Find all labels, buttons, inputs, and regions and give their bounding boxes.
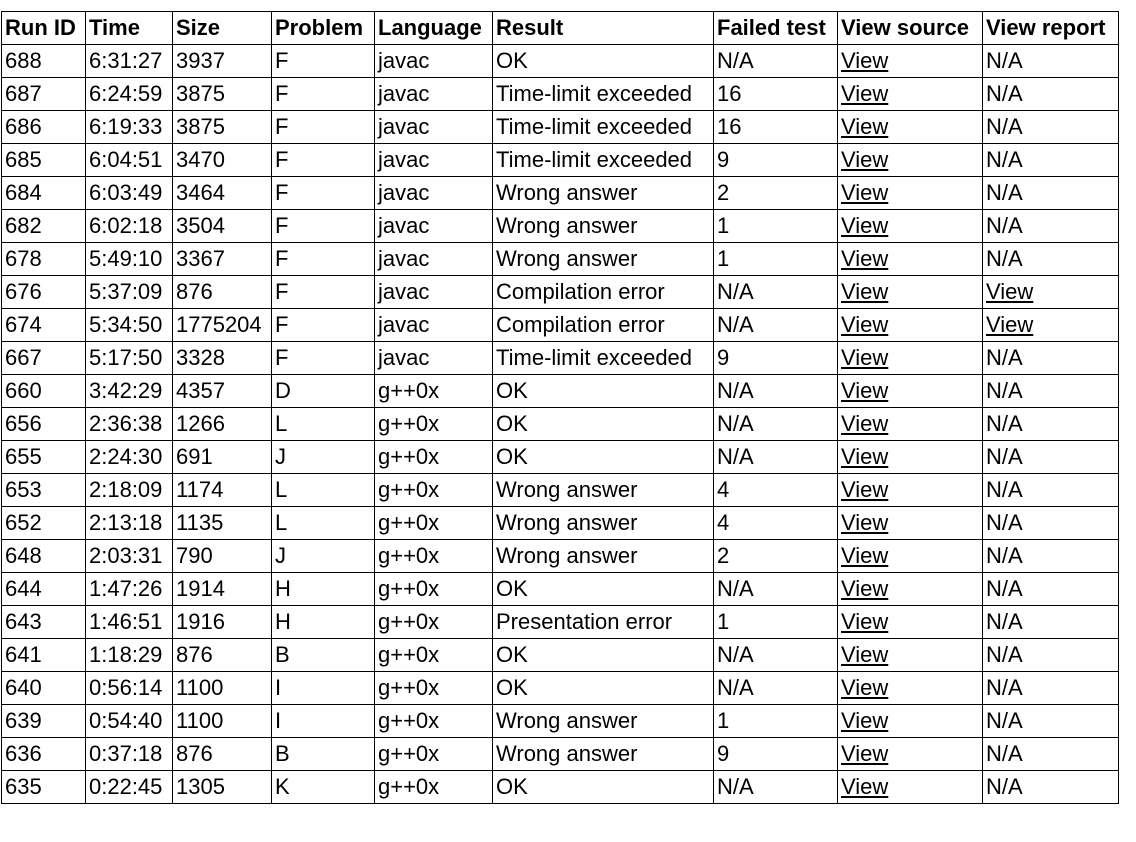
cell-problem: K (272, 771, 375, 804)
table-row (2, 507, 1119, 540)
cell-view-source (838, 243, 983, 276)
table-row (2, 672, 1119, 705)
cell-failed-test: N/A (714, 573, 838, 606)
cell-view-source (838, 507, 983, 540)
cell-run-id: 685 (2, 144, 86, 177)
header-time: Time (86, 12, 173, 45)
view-source-link[interactable]: View (841, 642, 889, 667)
cell-result: OK (493, 771, 714, 804)
cell-problem: H (272, 573, 375, 606)
cell-language: g++0x (375, 573, 493, 606)
cell-time: 5:17:50 (86, 342, 173, 375)
cell-size: 3875 (173, 111, 272, 144)
table-row (2, 606, 1119, 639)
cell-failed-test: N/A (714, 375, 838, 408)
cell-failed-test: N/A (714, 408, 838, 441)
cell-failed-test: 2 (714, 177, 838, 210)
table-row (2, 639, 1119, 672)
cell-run-id: 656 (2, 408, 86, 441)
view-source-link[interactable]: View (841, 48, 889, 73)
table-row (2, 243, 1119, 276)
cell-result: Time-limit exceeded (493, 144, 714, 177)
cell-failed-test: N/A (714, 441, 838, 474)
view-report-link[interactable]: View (986, 279, 1034, 304)
view-report-link[interactable]: View (986, 312, 1034, 337)
cell-view-report: N/A (983, 705, 1119, 738)
cell-result: OK (493, 45, 714, 78)
cell-run-id: 676 (2, 276, 86, 309)
view-source-link[interactable]: View (841, 576, 889, 601)
cell-failed-test: N/A (714, 45, 838, 78)
cell-view-source (838, 111, 983, 144)
cell-run-id: 648 (2, 540, 86, 573)
cell-result: Time-limit exceeded (493, 111, 714, 144)
cell-result: Compilation error (493, 276, 714, 309)
cell-failed-test: 1 (714, 243, 838, 276)
cell-view-source (838, 177, 983, 210)
header-view-source: View source (838, 12, 983, 45)
table-row (2, 78, 1119, 111)
cell-problem: L (272, 474, 375, 507)
cell-time: 2:36:38 (86, 408, 173, 441)
cell-size: 1266 (173, 408, 272, 441)
cell-view-report: N/A (983, 672, 1119, 705)
cell-size: 3470 (173, 144, 272, 177)
cell-result: Wrong answer (493, 540, 714, 573)
cell-view-source (838, 474, 983, 507)
cell-result: Wrong answer (493, 177, 714, 210)
cell-language: javac (375, 177, 493, 210)
view-source-link[interactable]: View (841, 774, 889, 799)
cell-view-report: N/A (983, 243, 1119, 276)
cell-view-report: N/A (983, 144, 1119, 177)
cell-result: Wrong answer (493, 243, 714, 276)
cell-language: g++0x (375, 540, 493, 573)
cell-view-source (838, 441, 983, 474)
cell-size: 3937 (173, 45, 272, 78)
view-source-link[interactable]: View (841, 180, 889, 205)
cell-run-id: 640 (2, 672, 86, 705)
cell-view-report: N/A (983, 573, 1119, 606)
view-source-link[interactable]: View (841, 81, 889, 106)
cell-size: 876 (173, 639, 272, 672)
cell-problem: J (272, 441, 375, 474)
view-source-link[interactable]: View (841, 312, 889, 337)
cell-result: Presentation error (493, 606, 714, 639)
cell-view-report (983, 309, 1119, 342)
table-row (2, 309, 1119, 342)
cell-time: 1:46:51 (86, 606, 173, 639)
cell-time: 3:42:29 (86, 375, 173, 408)
cell-language: javac (375, 144, 493, 177)
cell-view-source (838, 540, 983, 573)
cell-view-report: N/A (983, 408, 1119, 441)
cell-view-source (838, 276, 983, 309)
cell-failed-test: N/A (714, 771, 838, 804)
cell-view-source (838, 606, 983, 639)
cell-run-id: 660 (2, 375, 86, 408)
cell-language: javac (375, 309, 493, 342)
cell-problem: F (272, 45, 375, 78)
cell-language: javac (375, 276, 493, 309)
cell-language: g++0x (375, 705, 493, 738)
view-source-link[interactable]: View (841, 114, 889, 139)
cell-failed-test: 9 (714, 342, 838, 375)
header-failed-test: Failed test (714, 12, 838, 45)
cell-result: OK (493, 408, 714, 441)
cell-failed-test: N/A (714, 639, 838, 672)
cell-language: g++0x (375, 441, 493, 474)
table-row (2, 705, 1119, 738)
cell-language: javac (375, 342, 493, 375)
view-source-link[interactable]: View (841, 543, 889, 568)
view-source-link[interactable]: View (841, 345, 889, 370)
cell-language: g++0x (375, 771, 493, 804)
cell-failed-test: 1 (714, 606, 838, 639)
cell-view-report: N/A (983, 474, 1119, 507)
cell-problem: F (272, 210, 375, 243)
cell-view-source (838, 408, 983, 441)
cell-problem: F (272, 111, 375, 144)
cell-size: 3464 (173, 177, 272, 210)
cell-view-report: N/A (983, 342, 1119, 375)
cell-language: g++0x (375, 375, 493, 408)
cell-language: javac (375, 243, 493, 276)
cell-view-source (838, 771, 983, 804)
cell-language: g++0x (375, 738, 493, 771)
cell-problem: F (272, 144, 375, 177)
cell-result: OK (493, 639, 714, 672)
view-source-link[interactable]: View (841, 609, 889, 634)
cell-result: OK (493, 672, 714, 705)
cell-size: 790 (173, 540, 272, 573)
table-row (2, 441, 1119, 474)
cell-failed-test: 9 (714, 144, 838, 177)
cell-size: 1914 (173, 573, 272, 606)
cell-run-id: 644 (2, 573, 86, 606)
cell-view-report: N/A (983, 507, 1119, 540)
cell-run-id: 667 (2, 342, 86, 375)
cell-time: 0:37:18 (86, 738, 173, 771)
cell-language: javac (375, 210, 493, 243)
cell-view-source (838, 144, 983, 177)
cell-language: javac (375, 111, 493, 144)
cell-result: Time-limit exceeded (493, 342, 714, 375)
cell-failed-test: N/A (714, 309, 838, 342)
cell-time: 6:03:49 (86, 177, 173, 210)
cell-size: 1174 (173, 474, 272, 507)
cell-problem: D (272, 375, 375, 408)
view-source-link[interactable]: View (841, 279, 889, 304)
cell-problem: H (272, 606, 375, 639)
cell-result: OK (493, 441, 714, 474)
cell-run-id: 652 (2, 507, 86, 540)
cell-language: g++0x (375, 639, 493, 672)
submissions-table (1, 11, 1119, 804)
cell-failed-test: 4 (714, 507, 838, 540)
table-row (2, 45, 1119, 78)
view-source-link[interactable]: View (841, 477, 889, 502)
cell-language: g++0x (375, 408, 493, 441)
cell-time: 0:22:45 (86, 771, 173, 804)
cell-result: Wrong answer (493, 705, 714, 738)
cell-size: 1775204 (173, 309, 272, 342)
cell-failed-test: 4 (714, 474, 838, 507)
view-source-link[interactable]: View (841, 708, 889, 733)
cell-time: 6:02:18 (86, 210, 173, 243)
table-row (2, 276, 1119, 309)
view-source-link[interactable]: View (841, 147, 889, 172)
cell-run-id: 643 (2, 606, 86, 639)
view-source-link[interactable]: View (841, 246, 889, 271)
header-language: Language (375, 12, 493, 45)
cell-time: 1:18:29 (86, 639, 173, 672)
cell-view-report: N/A (983, 210, 1119, 243)
view-source-link[interactable]: View (841, 378, 889, 403)
table-row (2, 375, 1119, 408)
cell-size: 1100 (173, 672, 272, 705)
cell-time: 6:19:33 (86, 111, 173, 144)
cell-time: 6:24:59 (86, 78, 173, 111)
cell-size: 691 (173, 441, 272, 474)
cell-run-id: 636 (2, 738, 86, 771)
cell-failed-test: 2 (714, 540, 838, 573)
cell-time: 2:13:18 (86, 507, 173, 540)
cell-view-report: N/A (983, 375, 1119, 408)
cell-language: g++0x (375, 474, 493, 507)
cell-run-id: 674 (2, 309, 86, 342)
cell-size: 1305 (173, 771, 272, 804)
cell-run-id: 639 (2, 705, 86, 738)
cell-size: 3367 (173, 243, 272, 276)
cell-size: 1916 (173, 606, 272, 639)
cell-view-source (838, 573, 983, 606)
table-row (2, 342, 1119, 375)
cell-result: Compilation error (493, 309, 714, 342)
cell-problem: F (272, 78, 375, 111)
cell-time: 1:47:26 (86, 573, 173, 606)
cell-view-source (838, 309, 983, 342)
cell-view-source (838, 210, 983, 243)
cell-failed-test: 1 (714, 705, 838, 738)
cell-run-id: 686 (2, 111, 86, 144)
cell-run-id: 641 (2, 639, 86, 672)
cell-size: 1100 (173, 705, 272, 738)
cell-problem: L (272, 507, 375, 540)
cell-result: Wrong answer (493, 738, 714, 771)
cell-size: 3875 (173, 78, 272, 111)
cell-view-source (838, 705, 983, 738)
table-row (2, 408, 1119, 441)
cell-run-id: 653 (2, 474, 86, 507)
cell-time: 0:54:40 (86, 705, 173, 738)
cell-problem: I (272, 705, 375, 738)
cell-failed-test: 16 (714, 111, 838, 144)
cell-view-report: N/A (983, 738, 1119, 771)
cell-size: 3328 (173, 342, 272, 375)
cell-time: 2:03:31 (86, 540, 173, 573)
cell-size: 4357 (173, 375, 272, 408)
table-row (2, 573, 1119, 606)
header-run-id: Run ID (2, 12, 86, 45)
cell-view-report: N/A (983, 441, 1119, 474)
cell-view-report: N/A (983, 45, 1119, 78)
cell-view-source (838, 342, 983, 375)
cell-view-source (838, 45, 983, 78)
cell-view-report: N/A (983, 111, 1119, 144)
cell-view-report: N/A (983, 639, 1119, 672)
cell-view-report: N/A (983, 78, 1119, 111)
view-source-link[interactable]: View (841, 444, 889, 469)
view-source-link[interactable]: View (841, 675, 889, 700)
cell-language: javac (375, 78, 493, 111)
cell-time: 5:34:50 (86, 309, 173, 342)
cell-result: Wrong answer (493, 210, 714, 243)
cell-size: 1135 (173, 507, 272, 540)
cell-time: 2:24:30 (86, 441, 173, 474)
table-row (2, 771, 1119, 804)
cell-run-id: 635 (2, 771, 86, 804)
cell-problem: B (272, 738, 375, 771)
table-row (2, 210, 1119, 243)
cell-run-id: 678 (2, 243, 86, 276)
cell-run-id: 684 (2, 177, 86, 210)
cell-size: 876 (173, 738, 272, 771)
cell-problem: F (272, 309, 375, 342)
cell-failed-test: 9 (714, 738, 838, 771)
view-source-link[interactable]: View (841, 411, 889, 436)
cell-size: 3504 (173, 210, 272, 243)
cell-time: 0:56:14 (86, 672, 173, 705)
cell-problem: F (272, 177, 375, 210)
cell-view-report: N/A (983, 606, 1119, 639)
cell-result: OK (493, 573, 714, 606)
cell-view-source (838, 738, 983, 771)
cell-problem: J (272, 540, 375, 573)
header-result: Result (493, 12, 714, 45)
table-row (2, 177, 1119, 210)
cell-failed-test: N/A (714, 276, 838, 309)
cell-view-source (838, 672, 983, 705)
cell-view-report: N/A (983, 540, 1119, 573)
cell-view-report (983, 276, 1119, 309)
cell-problem: F (272, 243, 375, 276)
table-row (2, 144, 1119, 177)
cell-failed-test: N/A (714, 672, 838, 705)
cell-view-source (838, 375, 983, 408)
cell-view-source (838, 639, 983, 672)
cell-run-id: 688 (2, 45, 86, 78)
table-row (2, 540, 1119, 573)
cell-language: g++0x (375, 606, 493, 639)
cell-time: 5:37:09 (86, 276, 173, 309)
table-row (2, 474, 1119, 507)
header-size: Size (173, 12, 272, 45)
table-row (2, 111, 1119, 144)
cell-language: javac (375, 45, 493, 78)
cell-result: OK (493, 375, 714, 408)
header-problem: Problem (272, 12, 375, 45)
cell-failed-test: 16 (714, 78, 838, 111)
cell-failed-test: 1 (714, 210, 838, 243)
cell-problem: B (272, 639, 375, 672)
cell-view-report: N/A (983, 771, 1119, 804)
cell-result: Time-limit exceeded (493, 78, 714, 111)
cell-view-report: N/A (983, 177, 1119, 210)
cell-run-id: 687 (2, 78, 86, 111)
header-row (2, 12, 1119, 45)
view-source-link[interactable]: View (841, 510, 889, 535)
cell-time: 6:04:51 (86, 144, 173, 177)
cell-view-source (838, 78, 983, 111)
view-source-link[interactable]: View (841, 213, 889, 238)
cell-problem: L (272, 408, 375, 441)
cell-size: 876 (173, 276, 272, 309)
cell-run-id: 655 (2, 441, 86, 474)
cell-run-id: 682 (2, 210, 86, 243)
cell-result: Wrong answer (493, 507, 714, 540)
cell-language: g++0x (375, 672, 493, 705)
cell-problem: F (272, 342, 375, 375)
table-row (2, 738, 1119, 771)
header-view-report: View report (983, 12, 1119, 45)
cell-time: 6:31:27 (86, 45, 173, 78)
cell-time: 2:18:09 (86, 474, 173, 507)
cell-problem: I (272, 672, 375, 705)
cell-time: 5:49:10 (86, 243, 173, 276)
view-source-link[interactable]: View (841, 741, 889, 766)
cell-problem: F (272, 276, 375, 309)
cell-result: Wrong answer (493, 474, 714, 507)
cell-language: g++0x (375, 507, 493, 540)
